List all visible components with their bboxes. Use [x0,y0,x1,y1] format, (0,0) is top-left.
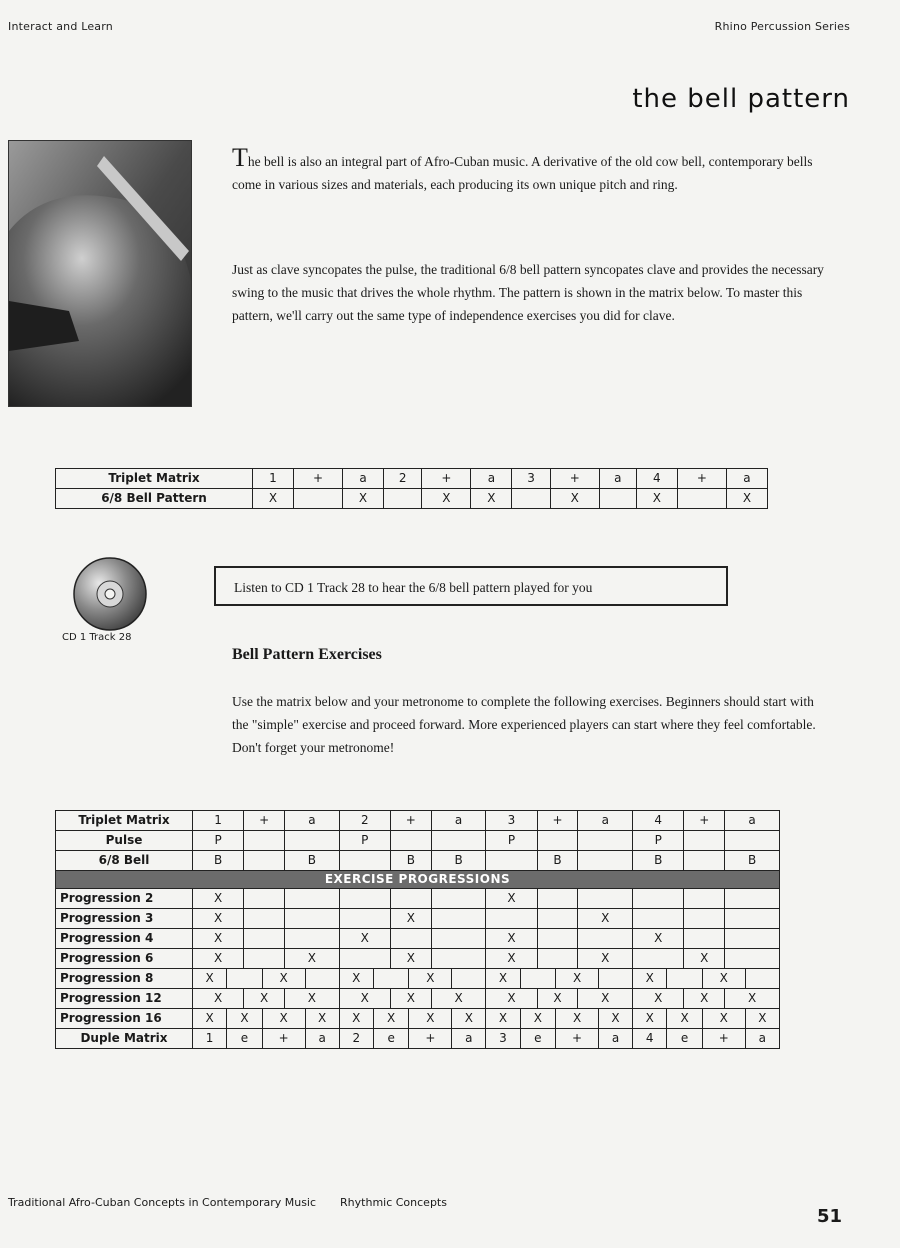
band-cell: EXERCISE PROGRESSIONS [56,871,780,889]
matrix-cell: 4 [633,811,684,831]
row-label: Progression 16 [56,1009,193,1029]
exercise-matrix [55,810,780,1049]
footer-book-title: Traditional Afro-Cuban Concepts in Contemporary Music [8,1196,317,1209]
progression-row [56,969,780,989]
mark-cell: X [550,489,599,509]
mark-cell [684,909,725,929]
mark-cell: X [193,969,227,989]
mark-cell [725,929,780,949]
mark-cell: X [556,1009,599,1029]
mark-cell: X [409,969,452,989]
beat-cell: 1 [253,469,294,489]
mark-cell: X [633,1009,667,1029]
bell-pattern-matrix [55,468,768,509]
mark-cell: X [431,989,486,1009]
beat-cell: a [471,469,512,489]
matrix-cell: B [390,851,431,871]
beat-cell: e [520,1029,556,1049]
beat-cell: 3 [512,469,550,489]
matrix-cell: + [390,811,431,831]
beat-cell: e [373,1029,409,1049]
beat-cell: + [702,1029,745,1049]
mark-cell [390,929,431,949]
mark-cell [599,489,636,509]
row-label: Progression 8 [56,969,193,989]
beat-cell: 3 [486,1029,520,1049]
mark-cell [244,889,285,909]
row-label: Progression 6 [56,949,193,969]
drop-cap: T [232,143,248,172]
matrix-cell [684,851,725,871]
mark-cell: X [702,969,745,989]
progression-row [56,949,780,969]
beat-cell: 2 [384,469,422,489]
beat-cell: + [677,469,726,489]
mark-cell [667,969,703,989]
mark-cell: X [262,969,305,989]
progressions-band [56,871,780,889]
mark-cell [725,949,780,969]
mark-cell [339,909,390,929]
mark-cell [285,909,340,929]
mark-cell: X [486,889,537,909]
mark-cell: X [633,929,684,949]
row-label: 6/8 Bell Pattern [56,489,253,509]
mark-cell [684,889,725,909]
mark-cell: X [556,969,599,989]
mark-cell: X [684,989,725,1009]
mark-cell [431,929,486,949]
mark-cell [431,949,486,969]
mark-cell: X [262,1009,305,1029]
footer-chapter: Rhythmic Concepts [340,1196,447,1209]
mark-cell: X [725,989,780,1009]
cd-track-label: CD 1 Track 28 [62,632,132,643]
mark-cell [512,489,550,509]
beat-cell: a [726,469,767,489]
beat-cell: + [262,1029,305,1049]
mark-cell: X [486,989,537,1009]
mark-cell: X [339,989,390,1009]
mark-cell [390,889,431,909]
mark-cell: X [373,1009,409,1029]
mark-cell: X [578,909,633,929]
matrix-cell: + [244,811,285,831]
mark-cell: X [636,489,677,509]
intro-text-1: he bell is also an integral part of Afro-Cuban music. A derivative of the old cow bell, contemporary bells come in various sizes and materials, each producing its own unique pitch and ring. [232,154,813,192]
mark-cell: X [471,489,512,509]
mark-cell: X [193,1009,227,1029]
mark-cell [520,969,556,989]
progression-row [56,989,780,1009]
matrix-cell: a [725,811,780,831]
mark-cell [285,889,340,909]
mark-cell: X [702,1009,745,1029]
matrix-cell [390,831,431,851]
mark-cell: X [667,1009,703,1029]
matrix-cell [285,831,340,851]
beat-cell: + [422,469,471,489]
mark-cell: X [578,989,633,1009]
mark-cell [244,929,285,949]
mark-cell [537,889,578,909]
matrix-cell: + [684,811,725,831]
mark-cell [339,949,390,969]
row-label: Triplet Matrix [56,811,193,831]
matrix-cell: P [339,831,390,851]
row-label: Progression 12 [56,989,193,1009]
row-label: Pulse [56,831,193,851]
mark-cell [244,949,285,969]
mark-cell [598,969,632,989]
matrix-cell [725,831,780,851]
mark-cell [452,969,486,989]
mark-cell [244,909,285,929]
beat-cell: a [745,1029,779,1049]
mark-cell [431,909,486,929]
beat-cell: 2 [339,1029,373,1049]
beat-cell: e [227,1029,263,1049]
matrix-cell [244,831,285,851]
matrix-cell: 3 [486,811,537,831]
beat-cell: + [409,1029,452,1049]
mark-cell: X [390,909,431,929]
mark-cell: X [193,949,244,969]
mark-cell: X [339,929,390,949]
page-number: 51 [816,1206,842,1227]
mark-cell: X [193,929,244,949]
matrix-cell [578,851,633,871]
row-label: Progression 2 [56,889,193,909]
mark-cell [227,969,263,989]
mark-cell: X [285,949,340,969]
mark-cell [633,889,684,909]
matrix-cell: + [537,811,578,831]
matrix-cell: B [431,851,486,871]
matrix-cell: B [285,851,340,871]
matrix-cell: a [285,811,340,831]
triplet-row [56,469,768,489]
beat-cell: 4 [636,469,677,489]
bell-row [56,851,780,871]
matrix-cell: P [193,831,244,851]
matrix-cell: P [633,831,684,851]
beat-cell: a [343,469,384,489]
mark-cell: X [390,989,431,1009]
matrix-cell: 1 [193,811,244,831]
mark-cell: X [422,489,471,509]
mark-cell: X [726,489,767,509]
bell-image [9,141,191,406]
mark-cell [373,969,409,989]
row-label: Progression 4 [56,929,193,949]
matrix-cell: a [431,811,486,831]
mark-cell: X [486,949,537,969]
mark-cell [293,489,342,509]
matrix-cell [339,851,390,871]
mark-cell: X [684,949,725,969]
progression-row [56,1009,780,1029]
series-header-right: Rhino Percussion Series [714,20,850,33]
progression-row [56,929,780,949]
mark-cell: X [537,989,578,1009]
mark-cell: X [633,989,684,1009]
mark-cell [677,489,726,509]
mark-cell: X [598,1009,632,1029]
matrix-cell [684,831,725,851]
matrix-cell [431,831,486,851]
mark-cell: X [285,989,340,1009]
matrix-cell: B [537,851,578,871]
matrix-cell: B [725,851,780,871]
triplet-row [56,811,780,831]
mark-cell: X [578,949,633,969]
mark-cell: X [390,949,431,969]
mark-cell: X [339,969,373,989]
mark-cell: X [339,1009,373,1029]
beat-cell: a [599,469,636,489]
footer [8,1196,447,1209]
mark-cell [578,889,633,909]
mark-cell: X [633,969,667,989]
beat-cell: a [305,1029,339,1049]
mark-cell [431,889,486,909]
mark-cell [486,909,537,929]
matrix-cell [244,851,285,871]
listen-callout: Listen to CD 1 Track 28 to hear the 6/8 bell pattern played for you [214,566,728,606]
mark-cell: X [193,909,244,929]
bell-pattern-row [56,489,768,509]
mark-cell: X [244,989,285,1009]
mark-cell [384,489,422,509]
mark-cell: X [452,1009,486,1029]
matrix-cell [537,831,578,851]
mark-cell: X [745,1009,779,1029]
mark-cell [285,929,340,949]
pulse-row [56,831,780,851]
mark-cell [633,909,684,929]
row-label: Duple Matrix [56,1029,193,1049]
mark-cell: X [486,969,520,989]
matrix-cell: P [486,831,537,851]
mark-cell [578,929,633,949]
matrix-cell [578,831,633,851]
mark-cell: X [253,489,294,509]
mark-cell [305,969,339,989]
matrix-cell: a [578,811,633,831]
exercises-text: Use the matrix below and your metronome to complete the following exercises. Beginners should start with the "simple" exercise and proceed forward. More experienced players can start where they feel comfortable. Don't forget your metronome! [232,694,816,755]
beat-cell: 1 [193,1029,227,1049]
exercises-heading: Bell Pattern Exercises [232,646,382,663]
cd-icon [72,556,148,632]
row-label: Triplet Matrix [56,469,253,489]
mark-cell [537,909,578,929]
mark-cell [339,889,390,909]
intro-paragraph-2: Just as clave syncopates the pulse, the traditional 6/8 bell pattern syncopates clave and provides the necessary swing to the music that drives the whole rhythm. The pattern is shown in the matrix below. To master this pattern, we'll carry out the same type of independence exercises you did for clave. [232,262,824,323]
mark-cell [725,909,780,929]
matrix-cell: B [193,851,244,871]
mark-cell: X [409,1009,452,1029]
mark-cell [537,929,578,949]
mark-cell [745,969,779,989]
mark-cell: X [305,1009,339,1029]
row-label: Progression 3 [56,909,193,929]
beat-cell: 4 [633,1029,667,1049]
mark-cell [725,889,780,909]
beat-cell: + [556,1029,599,1049]
mark-cell [537,949,578,969]
beat-cell: + [550,469,599,489]
progression-row [56,889,780,909]
progression-row [56,909,780,929]
matrix-cell: B [633,851,684,871]
series-header-left: Interact and Learn [8,20,113,33]
mark-cell: X [193,889,244,909]
bell-photo [8,140,192,407]
duple-row [56,1029,780,1049]
matrix-cell [486,851,537,871]
row-label: 6/8 Bell [56,851,193,871]
mark-cell [684,929,725,949]
mark-cell: X [520,1009,556,1029]
mark-cell: X [486,1009,520,1029]
matrix-cell: 2 [339,811,390,831]
beat-cell: e [667,1029,703,1049]
mark-cell: X [343,489,384,509]
beat-cell: + [293,469,342,489]
beat-cell: a [452,1029,486,1049]
intro-paragraph-1 [232,143,844,196]
mark-cell: X [486,929,537,949]
beat-cell: a [598,1029,632,1049]
mark-cell: X [193,989,244,1009]
mark-cell [633,949,684,969]
mark-cell: X [227,1009,263,1029]
page-title: the bell pattern [632,84,850,114]
